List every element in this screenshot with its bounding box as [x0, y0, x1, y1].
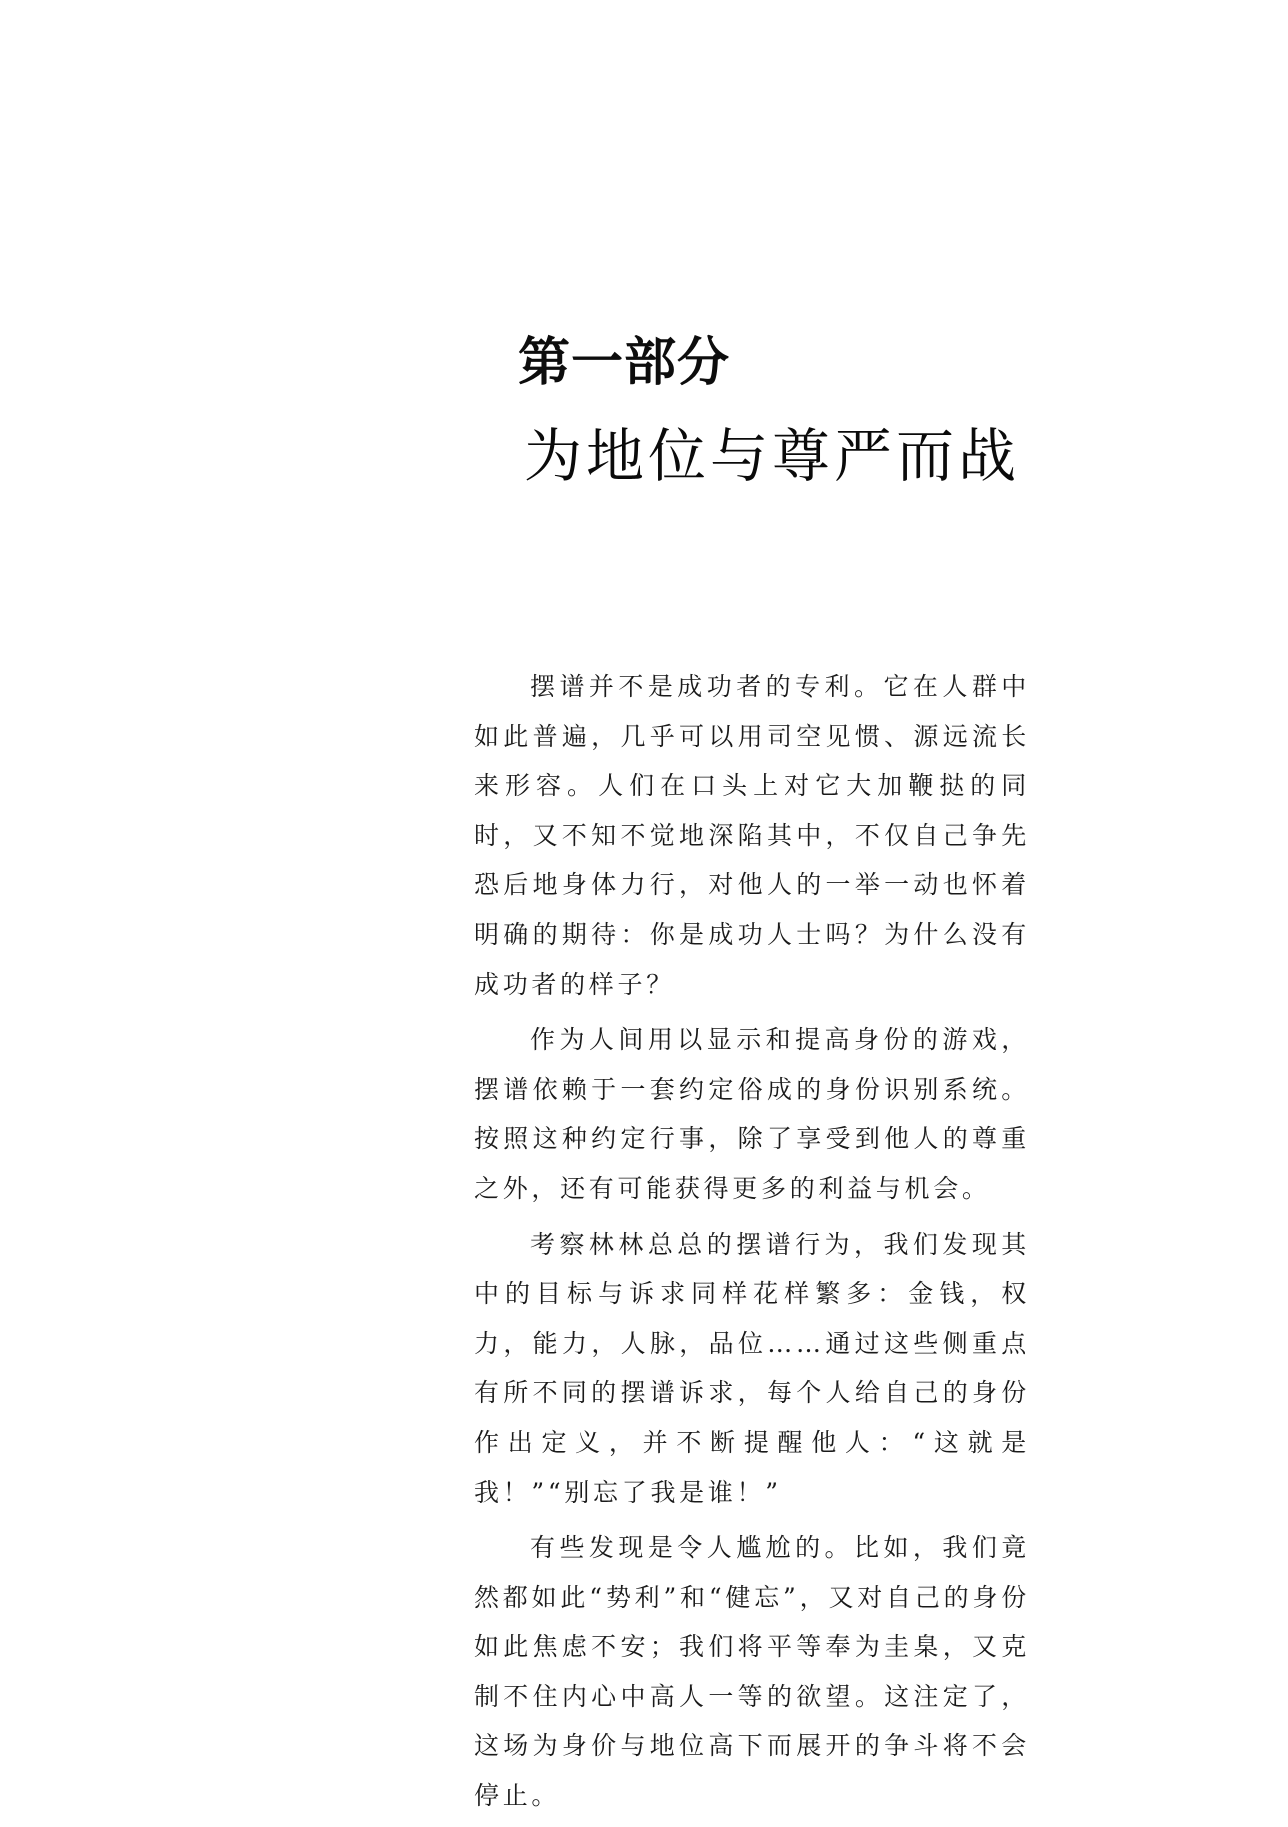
paragraph-3: 考察林林总总的摆谱行为，我们发现其中的目标与诉求同样花样繁多：金钱，权力，能力，人脉，品位……通过这些侧重点有所不同的摆谱诉求，每个人给自己的身份作出定义，并不断提醒他人：“这就是我！”“别忘了我是谁！”	[474, 1229, 1030, 1507]
part-title: 为地位与尊严而战	[524, 422, 1021, 490]
paragraph-4: 有些发现是令人尴尬的。比如，我们竟然都如此“势利”和“健忘”，又对自己的身份如此焦虑不安；我们将平等奉为圭臬，又克制不住内心中高人一等的欲望。这注定了，这场为身价与地位高下而展开的争斗将不会停止。	[474, 1533, 1030, 1811]
intro-text	[474, 662, 1030, 1827]
part-label: 第一部分	[518, 333, 731, 393]
paragraph-2: 作为人间用以显示和提高身份的游戏，摆谱依赖于一套约定俗成的身份识别系统。按照这种约定行事，除了享受到他人的尊重之外，还有可能获得更多的利益与机会。	[474, 1025, 1030, 1203]
paragraph-1: 摆谱并不是成功者的专利。它在人群中如此普遍，几乎可以用司空见惯、源远流长来形容。人们在口头上对它大加鞭挞的同时，又不知不觉地深陷其中，不仅自己争先恐后地身体力行，对他人的一举一动也怀着明确的期待：你是成功人士吗？为什么没有成功者的样子？	[474, 672, 1030, 999]
